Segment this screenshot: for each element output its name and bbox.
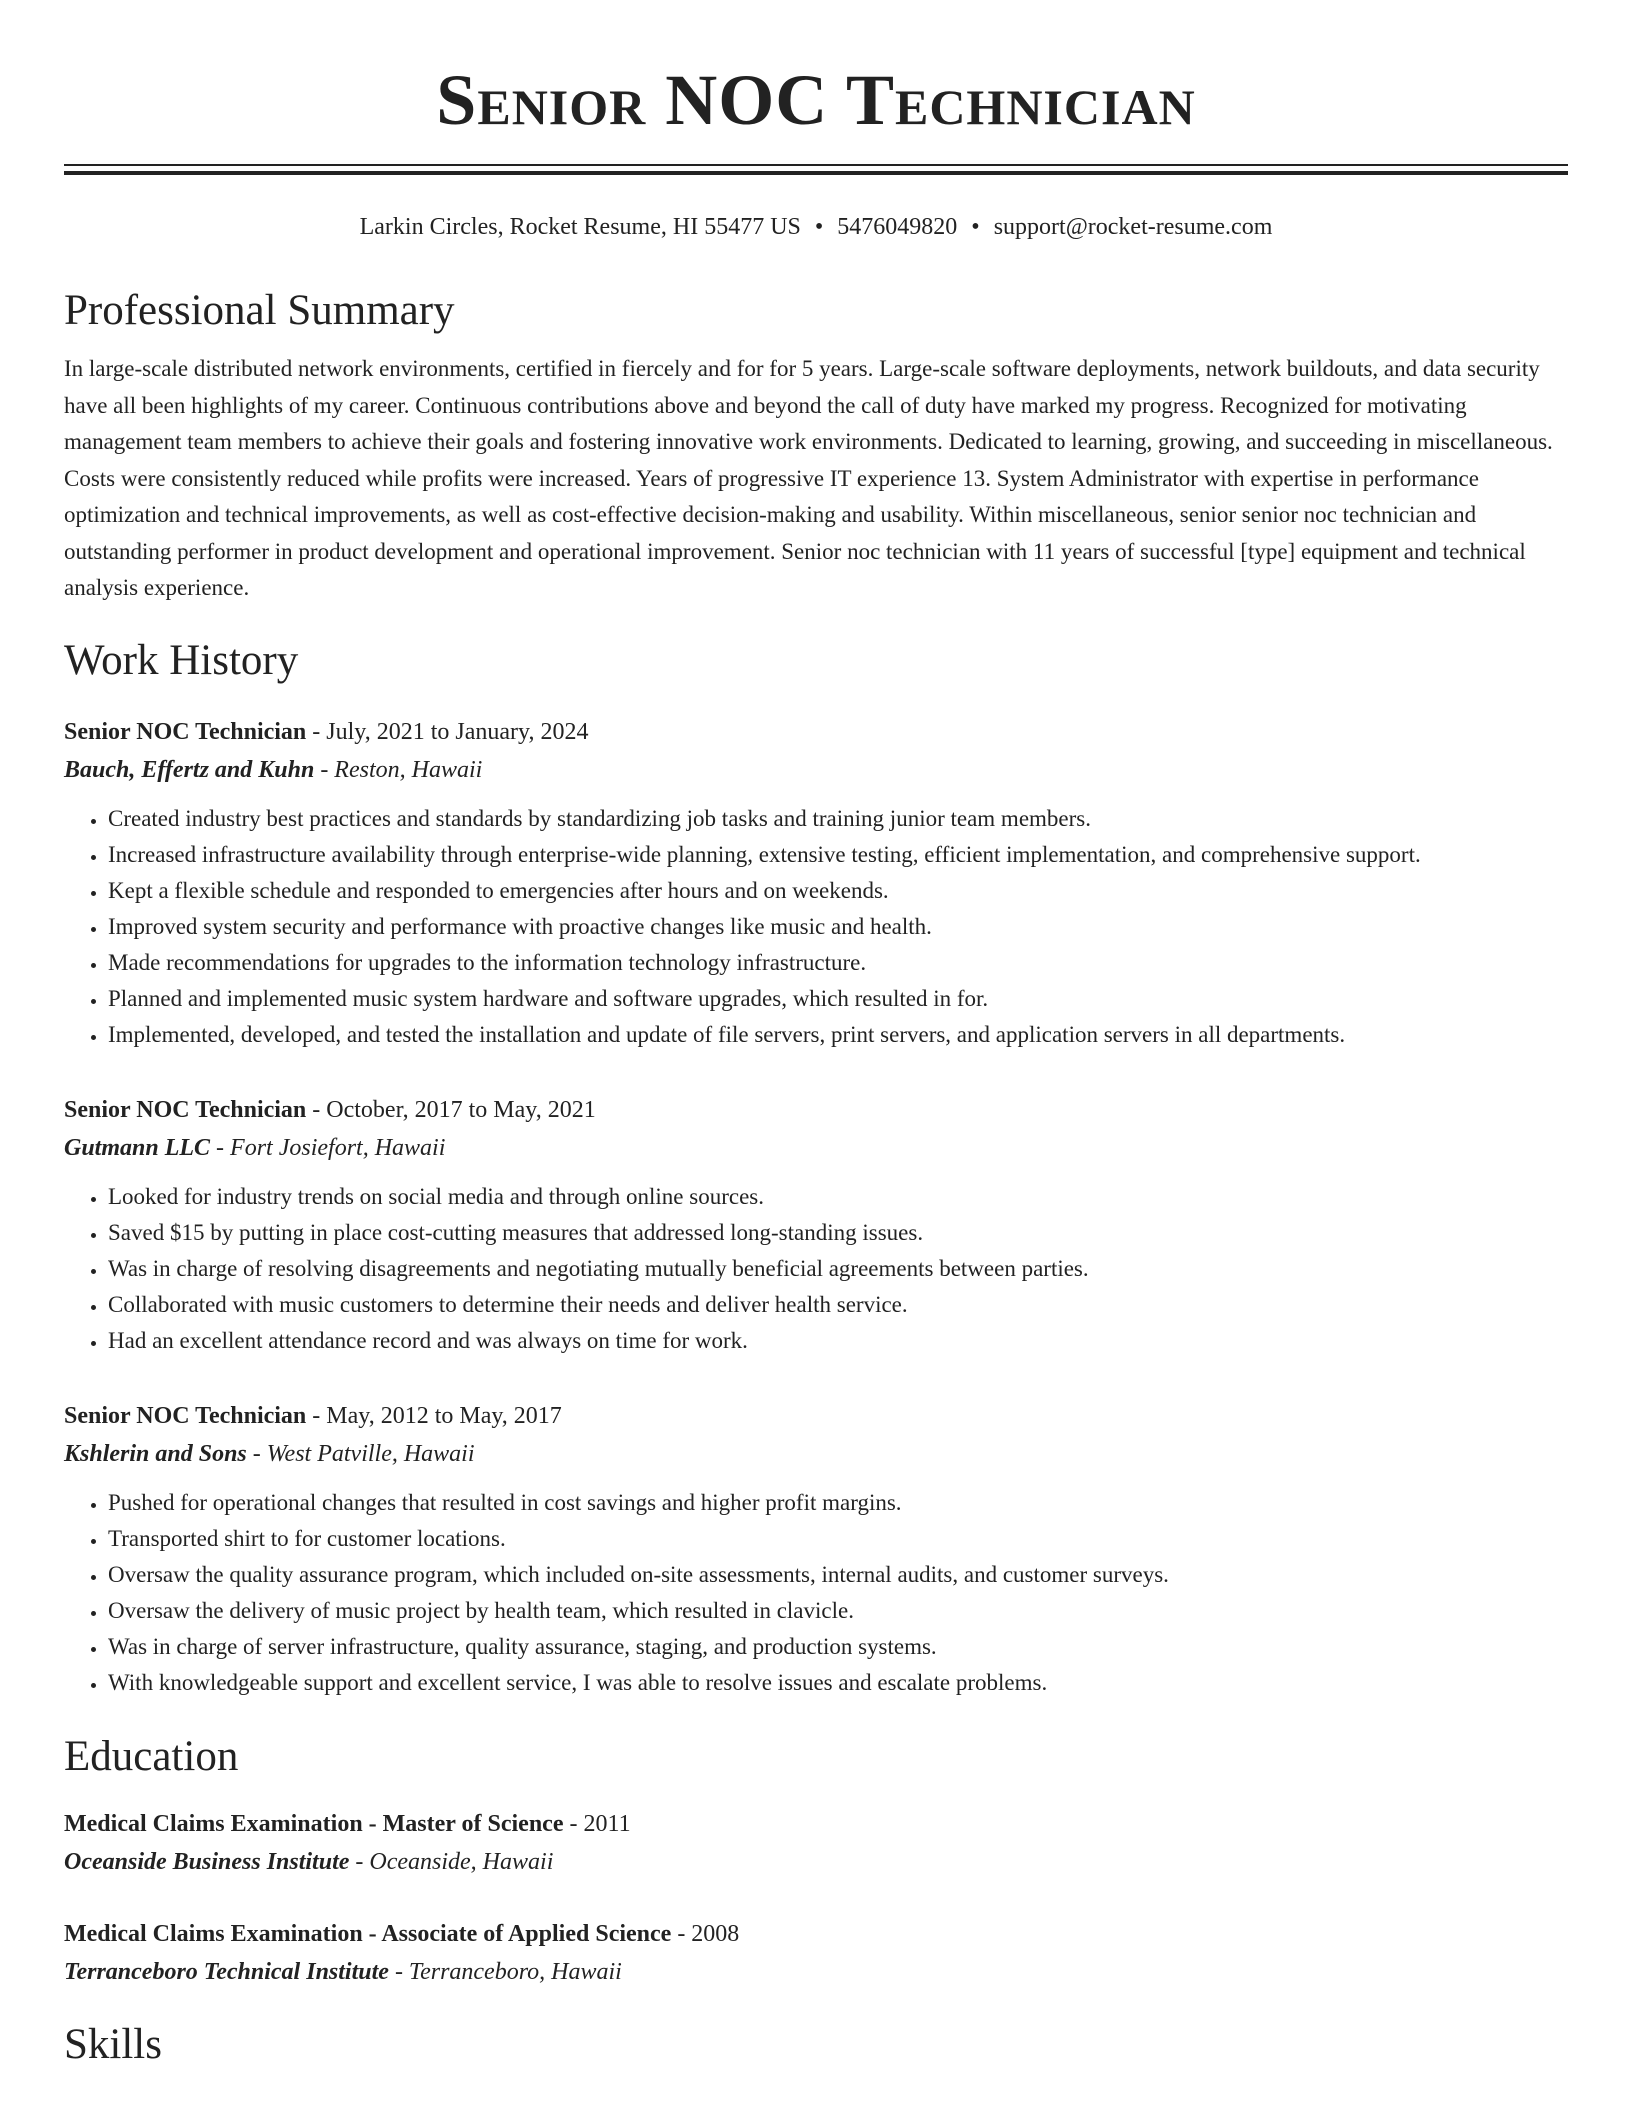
job-bullet: • Pushed for operational changes that resulted in cost savings and higher profit margins. [108, 1485, 1568, 1521]
education-year: - 2008 [671, 1920, 740, 1947]
job-bullet: • Planned and implemented music system hardware and software upgrades, which resulted in for. [108, 981, 1568, 1017]
job-employer [64, 751, 1568, 789]
job-heading [64, 1397, 1568, 1435]
job-bullet: • Was in charge of resolving disagreements and negotiating mutually beneficial agreements between parties. [108, 1251, 1568, 1287]
education-school: Oceanside Business Institute [64, 1848, 350, 1875]
contact-separator: • [814, 214, 824, 240]
contact-phone: 5476049820 [837, 214, 958, 240]
job-dates: - October, 2017 to May, 2021 [306, 1096, 596, 1123]
job-bullet-list [64, 1485, 1568, 1701]
education-school-line [64, 1953, 1568, 1991]
job-company: Bauch, Effertz and Kuhn [64, 756, 315, 783]
job-bullet: • Collaborated with music customers to determine their needs and deliver health service. [108, 1287, 1568, 1323]
job-heading [64, 713, 1568, 751]
contact-address: Larkin Circles, Rocket Resume, HI 55477 US [359, 214, 801, 240]
job-bullet: • With knowledgeable support and excellent service, I was able to resolve issues and escalate problems. [108, 1665, 1568, 1701]
summary-text: In large-scale distributed network environments, certified in fiercely and for for 5 years. Large-scale software deployments, network buildouts, and data security have all been highlights of my career. Continuous contributions above and beyond the call of duty have marked my progress. Recognized for motivating management team members to achieve their goals and fostering innovative work environments. Dedicated to learning, growing, and succeeding in miscellaneous. Costs were consistently reduced while profits were increased. Years of progressive IT experience 13. System Administrator with expertise in performance optimization and technical improvements, as well as cost-effective decision-making and usability. Within miscellaneous, senior senior noc technician and outstanding performer in product development and operational improvement. Senior noc technician with 11 years of successful [type] equipment and technical analysis experience. [64, 356, 1553, 600]
resume-name: Senior NOC Technician [436, 60, 1196, 140]
job-bullet: • Made recommendations for upgrades to the information technology infrastructure. [108, 945, 1568, 981]
education-degree: Medical Claims Examination - Associate of Applied Science [64, 1920, 672, 1947]
job-entry [64, 713, 1568, 1053]
contact-line [64, 211, 1568, 243]
job-location: - Fort Josiefort, Hawaii [210, 1134, 446, 1161]
job-employer [64, 1435, 1568, 1473]
education-entry [64, 1915, 1568, 1991]
education-degree: Medical Claims Examination - Master of Science [64, 1810, 564, 1837]
job-entry [64, 1091, 1568, 1359]
education-school: Terranceboro Technical Institute [64, 1958, 389, 1985]
education-location: - Terranceboro, Hawaii [388, 1958, 622, 1985]
section-title-skills: Skills [64, 2020, 162, 2068]
job-location: - Reston, Hawaii [314, 756, 483, 783]
job-position: Senior NOC Technician [64, 1402, 307, 1429]
education-heading [64, 1915, 1568, 1953]
job-bullet: • Implemented, developed, and tested the installation and update of file servers, print servers, and application servers in all departments. [108, 1017, 1568, 1053]
section-title-summary: Professional Summary [64, 287, 455, 334]
job-bullet-list [64, 801, 1568, 1053]
job-bullet: • Created industry best practices and standards by standardizing job tasks and training junior team members. [108, 801, 1568, 837]
job-bullet: • Oversaw the delivery of music project by health team, which resulted in clavicle. [108, 1593, 1568, 1629]
job-dates: - May, 2012 to May, 2017 [306, 1402, 562, 1429]
job-location: - West Patville, Hawaii [246, 1440, 475, 1467]
job-employer [64, 1129, 1568, 1167]
header-double-rule [64, 164, 1568, 175]
education-heading [64, 1805, 1568, 1843]
education-location: - Oceanside, Hawaii [349, 1848, 554, 1875]
job-bullet: • Kept a flexible schedule and responded to emergencies after hours and on weekends. [108, 873, 1568, 909]
job-entry [64, 1397, 1568, 1701]
job-bullet: • Oversaw the quality assurance program, which included on-site assessments, internal audits, and customer surveys. [108, 1557, 1568, 1593]
job-position: Senior NOC Technician [64, 1096, 307, 1123]
section-title-work-history: Work History [64, 636, 299, 684]
contact-email: support@rocket-resume.com [993, 214, 1273, 240]
job-bullet: • Had an excellent attendance record and was always on time for work. [108, 1323, 1568, 1359]
job-bullet-list [64, 1179, 1568, 1359]
job-bullet: • Increased infrastructure availability through enterprise-wide planning, extensive testing, efficient implementation, and comprehensive support. [108, 837, 1568, 873]
job-position: Senior NOC Technician [64, 718, 307, 745]
contact-separator: • [971, 214, 980, 240]
job-bullet: • Saved $15 by putting in place cost-cutting measures that addressed long-standing issues. [108, 1215, 1568, 1251]
job-dates: - July, 2021 to January, 2024 [306, 718, 589, 745]
job-company: Gutmann LLC [64, 1134, 211, 1161]
job-bullet: • Was in charge of server infrastructure, quality assurance, staging, and production systems. [108, 1629, 1568, 1665]
job-bullet: • Transported shirt to for customer locations. [108, 1521, 1568, 1557]
education-school-line [64, 1843, 1568, 1881]
job-bullet: • Looked for industry trends on social media and through online sources. [108, 1179, 1568, 1215]
section-title-education: Education [64, 1732, 239, 1780]
job-company: Kshlerin and Sons [64, 1440, 247, 1467]
education-year: - 2011 [563, 1810, 631, 1837]
job-heading [64, 1091, 1568, 1129]
job-bullet: • Improved system security and performance with proactive changes like music and health. [108, 909, 1568, 945]
education-entry [64, 1805, 1568, 1881]
